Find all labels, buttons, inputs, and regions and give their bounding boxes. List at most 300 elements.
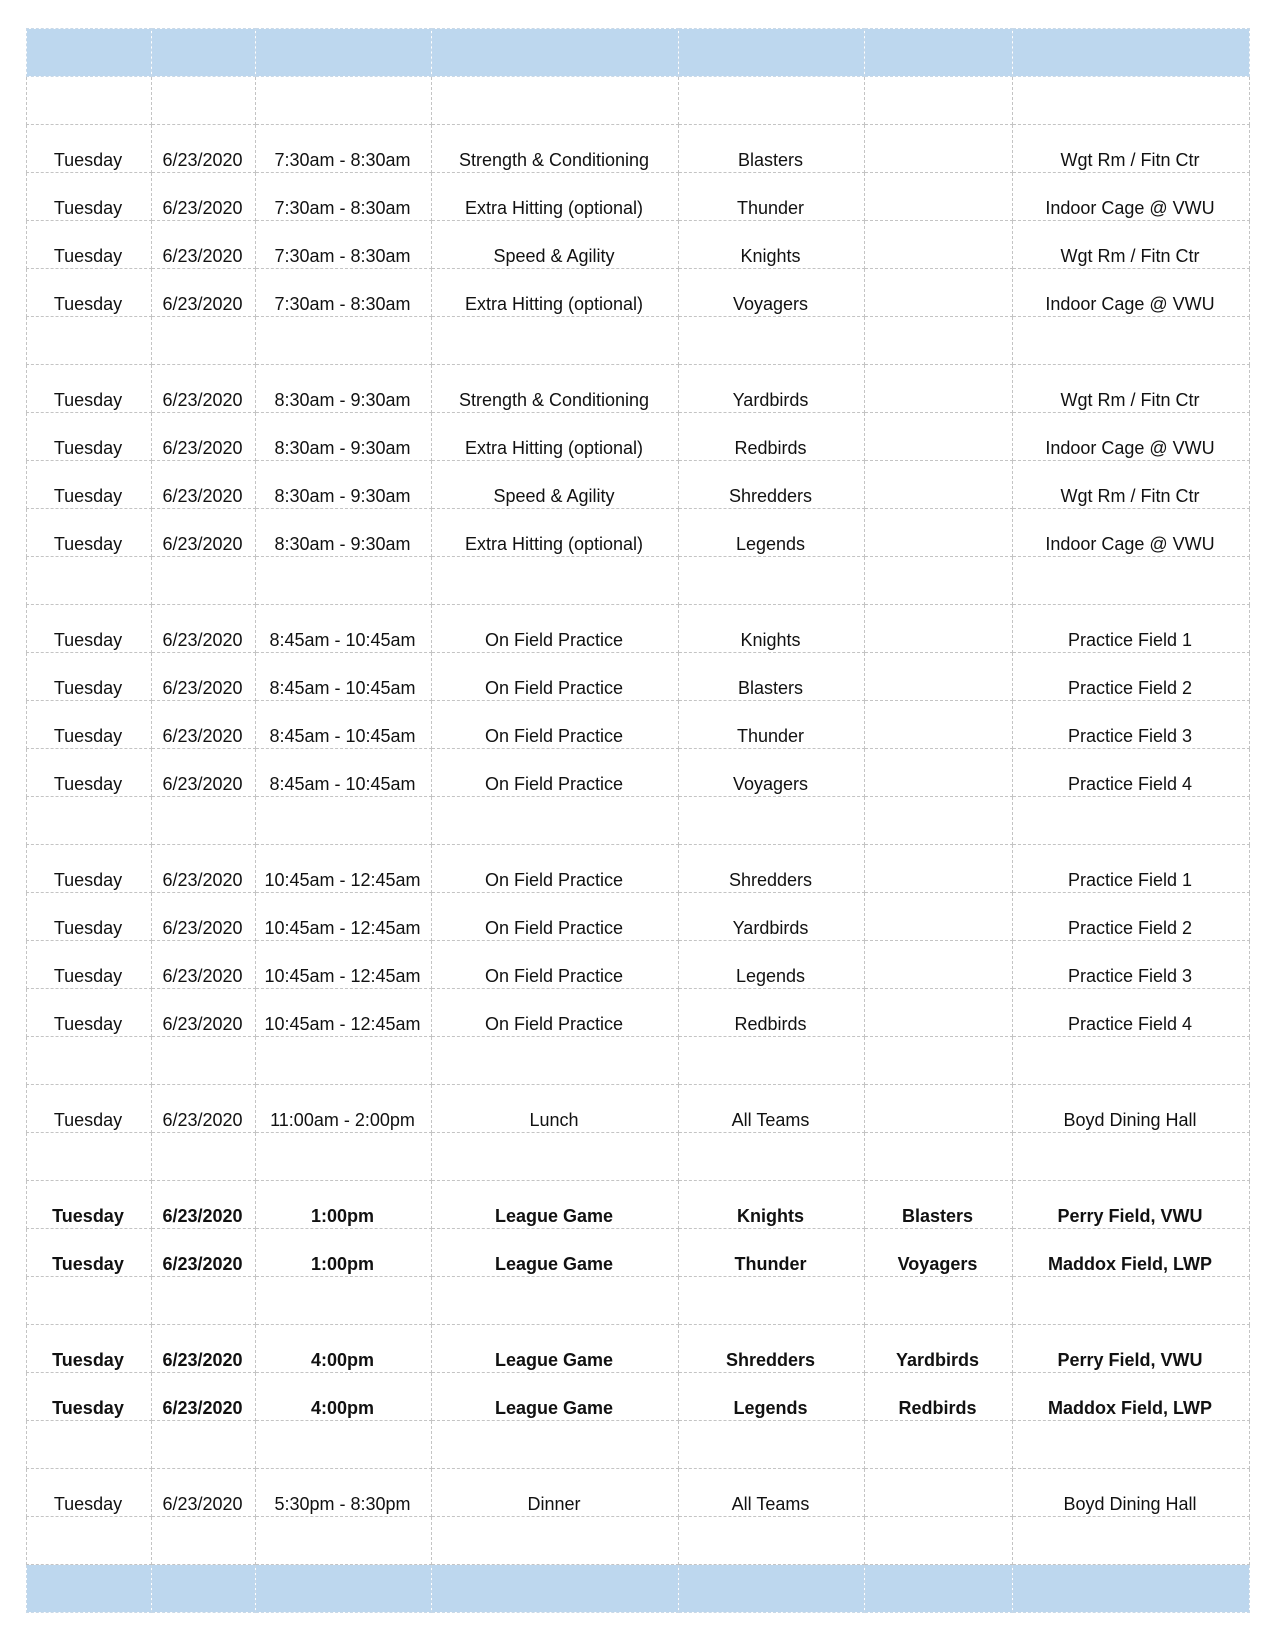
- cell-opponent: [865, 1085, 1013, 1133]
- location-text: Maddox Field, LWP: [1047, 1398, 1212, 1418]
- cell-location: [1013, 1181, 1250, 1229]
- table-row: [27, 221, 1250, 269]
- date-text: 6/23/2020: [162, 726, 243, 746]
- cell-team: [679, 413, 865, 461]
- activity-text: League Game: [494, 1350, 614, 1370]
- date-text: 6/23/2020: [162, 1206, 243, 1226]
- cell-activity: [432, 1325, 679, 1373]
- cell-date: [152, 557, 256, 605]
- cell-opponent: [865, 1277, 1013, 1325]
- activity-text: Extra Hitting (optional): [464, 198, 644, 218]
- cell-activity: [432, 845, 679, 893]
- date-text: 6/23/2020: [162, 774, 243, 794]
- cell-day: [27, 173, 152, 221]
- cell-time: [256, 317, 432, 365]
- cell-location: [1013, 317, 1250, 365]
- cell-opponent: [865, 989, 1013, 1037]
- time-text: 10:45am - 12:45am: [264, 1014, 421, 1034]
- team-text: All Teams: [731, 1110, 810, 1130]
- activity-text: League Game: [494, 1398, 614, 1418]
- activity-text: Speed & Agility: [493, 486, 615, 506]
- time-text: 8:30am - 9:30am: [274, 438, 411, 458]
- table-row: [27, 845, 1250, 893]
- date-text: 6/23/2020: [162, 1398, 243, 1418]
- cell-location: [1013, 269, 1250, 317]
- cell-day: [27, 461, 152, 509]
- activity-text: Extra Hitting (optional): [464, 438, 644, 458]
- day-text: Tuesday: [52, 1350, 124, 1370]
- cell-time: [256, 605, 432, 653]
- table-row: [27, 509, 1250, 557]
- time-text: 7:30am - 8:30am: [274, 246, 411, 266]
- blank-spacer-row: [27, 1517, 1250, 1565]
- cell-activity: [432, 653, 679, 701]
- team-text: Legends: [735, 534, 806, 554]
- time-text: 8:45am - 10:45am: [269, 774, 416, 794]
- cell-opponent: [865, 1133, 1013, 1181]
- day-text: Tuesday: [53, 1494, 123, 1514]
- date-text: 6/23/2020: [162, 150, 243, 170]
- cell-day: [27, 29, 152, 77]
- team-text: Voyagers: [732, 774, 809, 794]
- table-row: [27, 1469, 1250, 1517]
- cell-date: [152, 1181, 256, 1229]
- location-text: Practice Field 1: [1067, 630, 1193, 650]
- cell-team: [679, 221, 865, 269]
- cell-activity: [432, 269, 679, 317]
- cell-team: [679, 845, 865, 893]
- cell-date: [152, 845, 256, 893]
- location-text: Practice Field 3: [1067, 966, 1193, 986]
- day-text: Tuesday: [53, 966, 123, 986]
- cell-day: [27, 1517, 152, 1565]
- cell-time: [256, 653, 432, 701]
- cell-time: [256, 221, 432, 269]
- cell-location: [1013, 1565, 1250, 1613]
- time-text: 4:00pm: [310, 1350, 375, 1370]
- cell-date: [152, 317, 256, 365]
- table-row: [27, 461, 1250, 509]
- cell-date: [152, 173, 256, 221]
- cell-time: [256, 1085, 432, 1133]
- cell-opponent: [865, 125, 1013, 173]
- cell-date: [152, 221, 256, 269]
- cell-opponent: [865, 365, 1013, 413]
- cell-date: [152, 1517, 256, 1565]
- location-text: Indoor Cage @ VWU: [1045, 198, 1215, 218]
- day-text: Tuesday: [53, 1014, 123, 1034]
- cell-team: [679, 77, 865, 125]
- cell-opponent: [865, 1325, 1013, 1373]
- opponent-text: Voyagers: [897, 1254, 978, 1274]
- activity-text: Strength & Conditioning: [458, 150, 650, 170]
- cell-activity: [432, 797, 679, 845]
- time-text: 10:45am - 12:45am: [264, 966, 421, 986]
- cell-activity: [432, 701, 679, 749]
- cell-activity: [432, 1037, 679, 1085]
- day-text: Tuesday: [53, 486, 123, 506]
- cell-date: [152, 125, 256, 173]
- day-text: Tuesday: [53, 150, 123, 170]
- blank-spacer-row: [27, 1037, 1250, 1085]
- day-text: Tuesday: [52, 1254, 124, 1274]
- day-text: Tuesday: [53, 870, 123, 890]
- time-text: 8:45am - 10:45am: [269, 678, 416, 698]
- activity-text: Extra Hitting (optional): [464, 294, 644, 314]
- cell-location: [1013, 461, 1250, 509]
- cell-team: [679, 1565, 865, 1613]
- cell-day: [27, 317, 152, 365]
- activity-text: On Field Practice: [484, 918, 624, 938]
- cell-opponent: [865, 173, 1013, 221]
- cell-day: [27, 1277, 152, 1325]
- cell-date: [152, 1229, 256, 1277]
- cell-activity: [432, 1229, 679, 1277]
- cell-team: [679, 365, 865, 413]
- cell-time: [256, 941, 432, 989]
- location-text: Practice Field 2: [1067, 678, 1193, 698]
- location-text: Wgt Rm / Fitn Ctr: [1060, 390, 1200, 410]
- team-text: Legends: [735, 966, 806, 986]
- cell-team: [679, 941, 865, 989]
- day-text: Tuesday: [53, 390, 123, 410]
- location-text: Boyd Dining Hall: [1063, 1494, 1197, 1514]
- time-text: 1:00pm: [310, 1206, 375, 1226]
- cell-day: [27, 1181, 152, 1229]
- activity-text: On Field Practice: [484, 774, 624, 794]
- cell-location: [1013, 893, 1250, 941]
- cell-time: [256, 269, 432, 317]
- cell-date: [152, 509, 256, 557]
- location-text: Practice Field 4: [1067, 774, 1193, 794]
- cell-team: [679, 125, 865, 173]
- time-text: 8:30am - 9:30am: [274, 390, 411, 410]
- opponent-text: Yardbirds: [895, 1350, 980, 1370]
- activity-text: League Game: [494, 1206, 614, 1226]
- day-text: Tuesday: [53, 246, 123, 266]
- cell-time: [256, 845, 432, 893]
- time-text: 5:30pm - 8:30pm: [274, 1494, 411, 1514]
- cell-location: [1013, 1373, 1250, 1421]
- team-text: Yardbirds: [732, 390, 809, 410]
- cell-team: [679, 1469, 865, 1517]
- cell-opponent: [865, 317, 1013, 365]
- cell-time: [256, 701, 432, 749]
- cell-day: [27, 749, 152, 797]
- cell-location: [1013, 1277, 1250, 1325]
- location-text: Practice Field 3: [1067, 726, 1193, 746]
- date-text: 6/23/2020: [162, 870, 243, 890]
- date-text: 6/23/2020: [162, 390, 243, 410]
- cell-day: [27, 701, 152, 749]
- date-text: 6/23/2020: [162, 1014, 243, 1034]
- cell-opponent: [865, 221, 1013, 269]
- location-text: Practice Field 1: [1067, 870, 1193, 890]
- location-text: Wgt Rm / Fitn Ctr: [1060, 486, 1200, 506]
- schedule-table: [26, 28, 1250, 1613]
- activity-text: On Field Practice: [484, 726, 624, 746]
- cell-location: [1013, 1517, 1250, 1565]
- cell-time: [256, 29, 432, 77]
- team-text: Knights: [737, 1206, 804, 1226]
- date-text: 6/23/2020: [162, 1110, 243, 1130]
- cell-activity: [432, 173, 679, 221]
- team-text: Blasters: [737, 150, 804, 170]
- date-text: 6/23/2020: [162, 678, 243, 698]
- cell-time: [256, 1325, 432, 1373]
- time-text: 7:30am - 8:30am: [274, 198, 411, 218]
- cell-team: [679, 557, 865, 605]
- table-row: [27, 653, 1250, 701]
- activity-text: On Field Practice: [484, 870, 624, 890]
- cell-activity: [432, 1565, 679, 1613]
- cell-date: [152, 1277, 256, 1325]
- cell-date: [152, 269, 256, 317]
- cell-day: [27, 845, 152, 893]
- cell-time: [256, 1037, 432, 1085]
- location-text: Wgt Rm / Fitn Ctr: [1060, 150, 1200, 170]
- cell-day: [27, 413, 152, 461]
- cell-opponent: [865, 557, 1013, 605]
- cell-date: [152, 701, 256, 749]
- activity-text: On Field Practice: [484, 966, 624, 986]
- cell-day: [27, 365, 152, 413]
- cell-day: [27, 1565, 152, 1613]
- cell-opponent: [865, 269, 1013, 317]
- cell-day: [27, 797, 152, 845]
- blank-spacer-row: [27, 557, 1250, 605]
- cell-team: [679, 1037, 865, 1085]
- cell-time: [256, 1133, 432, 1181]
- activity-text: On Field Practice: [484, 678, 624, 698]
- cell-time: [256, 1229, 432, 1277]
- cell-activity: [432, 893, 679, 941]
- cell-location: [1013, 749, 1250, 797]
- cell-team: [679, 269, 865, 317]
- table-row: [27, 413, 1250, 461]
- schedule-body: [27, 29, 1250, 1613]
- location-text: Indoor Cage @ VWU: [1045, 438, 1215, 458]
- game-row: [27, 1325, 1250, 1373]
- day-text: Tuesday: [52, 1398, 124, 1418]
- cell-team: [679, 1277, 865, 1325]
- table-row: [27, 989, 1250, 1037]
- opponent-text: Redbirds: [898, 1398, 977, 1418]
- cell-time: [256, 365, 432, 413]
- blank-spacer-row: [27, 1133, 1250, 1181]
- cell-time: [256, 125, 432, 173]
- cell-opponent: [865, 701, 1013, 749]
- cell-day: [27, 509, 152, 557]
- cell-day: [27, 1133, 152, 1181]
- location-text: Indoor Cage @ VWU: [1045, 294, 1215, 314]
- game-row: [27, 1229, 1250, 1277]
- cell-day: [27, 1229, 152, 1277]
- cell-opponent: [865, 461, 1013, 509]
- cell-location: [1013, 1469, 1250, 1517]
- date-text: 6/23/2020: [162, 1350, 243, 1370]
- cell-team: [679, 461, 865, 509]
- cell-day: [27, 1373, 152, 1421]
- team-text: Yardbirds: [732, 918, 809, 938]
- cell-location: [1013, 509, 1250, 557]
- cell-activity: [432, 29, 679, 77]
- cell-location: [1013, 701, 1250, 749]
- cell-team: [679, 701, 865, 749]
- day-text: Tuesday: [53, 1110, 123, 1130]
- header-band-row: [27, 1565, 1250, 1613]
- cell-activity: [432, 221, 679, 269]
- cell-team: [679, 797, 865, 845]
- cell-opponent: [865, 1229, 1013, 1277]
- location-text: Boyd Dining Hall: [1063, 1110, 1197, 1130]
- cell-opponent: [865, 509, 1013, 557]
- cell-location: [1013, 173, 1250, 221]
- cell-date: [152, 1469, 256, 1517]
- cell-activity: [432, 1277, 679, 1325]
- table-row: [27, 1085, 1250, 1133]
- table-row: [27, 941, 1250, 989]
- day-text: Tuesday: [53, 726, 123, 746]
- activity-text: Extra Hitting (optional): [464, 534, 644, 554]
- location-text: Perry Field, VWU: [1057, 1206, 1203, 1226]
- time-text: 8:45am - 10:45am: [269, 726, 416, 746]
- date-text: 6/23/2020: [162, 486, 243, 506]
- cell-team: [679, 1421, 865, 1469]
- cell-activity: [432, 1373, 679, 1421]
- blank-spacer-row: [27, 1421, 1250, 1469]
- cell-opponent: [865, 1181, 1013, 1229]
- cell-day: [27, 605, 152, 653]
- cell-date: [152, 1133, 256, 1181]
- blank-spacer-row: [27, 1277, 1250, 1325]
- time-text: 7:30am - 8:30am: [274, 294, 411, 314]
- cell-location: [1013, 1325, 1250, 1373]
- cell-date: [152, 605, 256, 653]
- cell-time: [256, 413, 432, 461]
- cell-date: [152, 653, 256, 701]
- cell-team: [679, 509, 865, 557]
- location-text: Practice Field 4: [1067, 1014, 1193, 1034]
- table-row: [27, 125, 1250, 173]
- table-row: [27, 269, 1250, 317]
- team-text: Redbirds: [734, 1014, 807, 1034]
- cell-location: [1013, 1085, 1250, 1133]
- game-row: [27, 1181, 1250, 1229]
- time-text: 11:00am - 2:00pm: [270, 1110, 415, 1130]
- cell-day: [27, 989, 152, 1037]
- cell-time: [256, 1277, 432, 1325]
- cell-time: [256, 797, 432, 845]
- cell-opponent: [865, 749, 1013, 797]
- date-text: 6/23/2020: [162, 1254, 243, 1274]
- cell-activity: [432, 509, 679, 557]
- date-text: 6/23/2020: [162, 534, 243, 554]
- team-text: Shredders: [728, 870, 813, 890]
- location-text: Wgt Rm / Fitn Ctr: [1060, 246, 1200, 266]
- opponent-text: Blasters: [901, 1206, 974, 1226]
- cell-location: [1013, 653, 1250, 701]
- table-row: [27, 605, 1250, 653]
- time-text: 8:30am - 9:30am: [274, 486, 411, 506]
- date-text: 6/23/2020: [162, 246, 243, 266]
- cell-location: [1013, 77, 1250, 125]
- team-text: Thunder: [736, 198, 805, 218]
- date-text: 6/23/2020: [162, 438, 243, 458]
- cell-date: [152, 893, 256, 941]
- cell-location: [1013, 605, 1250, 653]
- cell-activity: [432, 1517, 679, 1565]
- cell-team: [679, 605, 865, 653]
- cell-day: [27, 77, 152, 125]
- date-text: 6/23/2020: [162, 1494, 243, 1514]
- cell-activity: [432, 317, 679, 365]
- day-text: Tuesday: [53, 678, 123, 698]
- cell-activity: [432, 1421, 679, 1469]
- cell-date: [152, 1421, 256, 1469]
- cell-time: [256, 1181, 432, 1229]
- cell-team: [679, 29, 865, 77]
- cell-date: [152, 749, 256, 797]
- cell-day: [27, 125, 152, 173]
- day-text: Tuesday: [52, 1206, 124, 1226]
- cell-time: [256, 989, 432, 1037]
- cell-team: [679, 749, 865, 797]
- team-text: All Teams: [731, 1494, 810, 1514]
- cell-day: [27, 893, 152, 941]
- activity-text: On Field Practice: [484, 1014, 624, 1034]
- team-text: Knights: [740, 630, 801, 650]
- cell-date: [152, 413, 256, 461]
- cell-activity: [432, 749, 679, 797]
- team-text: Thunder: [736, 726, 805, 746]
- cell-activity: [432, 1469, 679, 1517]
- cell-opponent: [865, 845, 1013, 893]
- cell-activity: [432, 1181, 679, 1229]
- cell-opponent: [865, 29, 1013, 77]
- time-text: 10:45am - 12:45am: [264, 918, 421, 938]
- cell-activity: [432, 461, 679, 509]
- cell-activity: [432, 557, 679, 605]
- cell-location: [1013, 557, 1250, 605]
- day-text: Tuesday: [53, 774, 123, 794]
- table-row: [27, 893, 1250, 941]
- team-text: Shredders: [725, 1350, 816, 1370]
- cell-opponent: [865, 1373, 1013, 1421]
- location-text: Indoor Cage @ VWU: [1045, 534, 1215, 554]
- cell-time: [256, 1373, 432, 1421]
- cell-opponent: [865, 605, 1013, 653]
- cell-location: [1013, 413, 1250, 461]
- cell-location: [1013, 941, 1250, 989]
- cell-location: [1013, 1229, 1250, 1277]
- game-row: [27, 1373, 1250, 1421]
- cell-time: [256, 173, 432, 221]
- cell-opponent: [865, 1421, 1013, 1469]
- cell-location: [1013, 125, 1250, 173]
- cell-opponent: [865, 941, 1013, 989]
- cell-activity: [432, 365, 679, 413]
- cell-location: [1013, 1421, 1250, 1469]
- blank-spacer-row: [27, 317, 1250, 365]
- cell-date: [152, 77, 256, 125]
- cell-team: [679, 1325, 865, 1373]
- cell-opponent: [865, 77, 1013, 125]
- cell-time: [256, 77, 432, 125]
- cell-opponent: [865, 797, 1013, 845]
- cell-day: [27, 1421, 152, 1469]
- location-text: Perry Field, VWU: [1057, 1350, 1203, 1370]
